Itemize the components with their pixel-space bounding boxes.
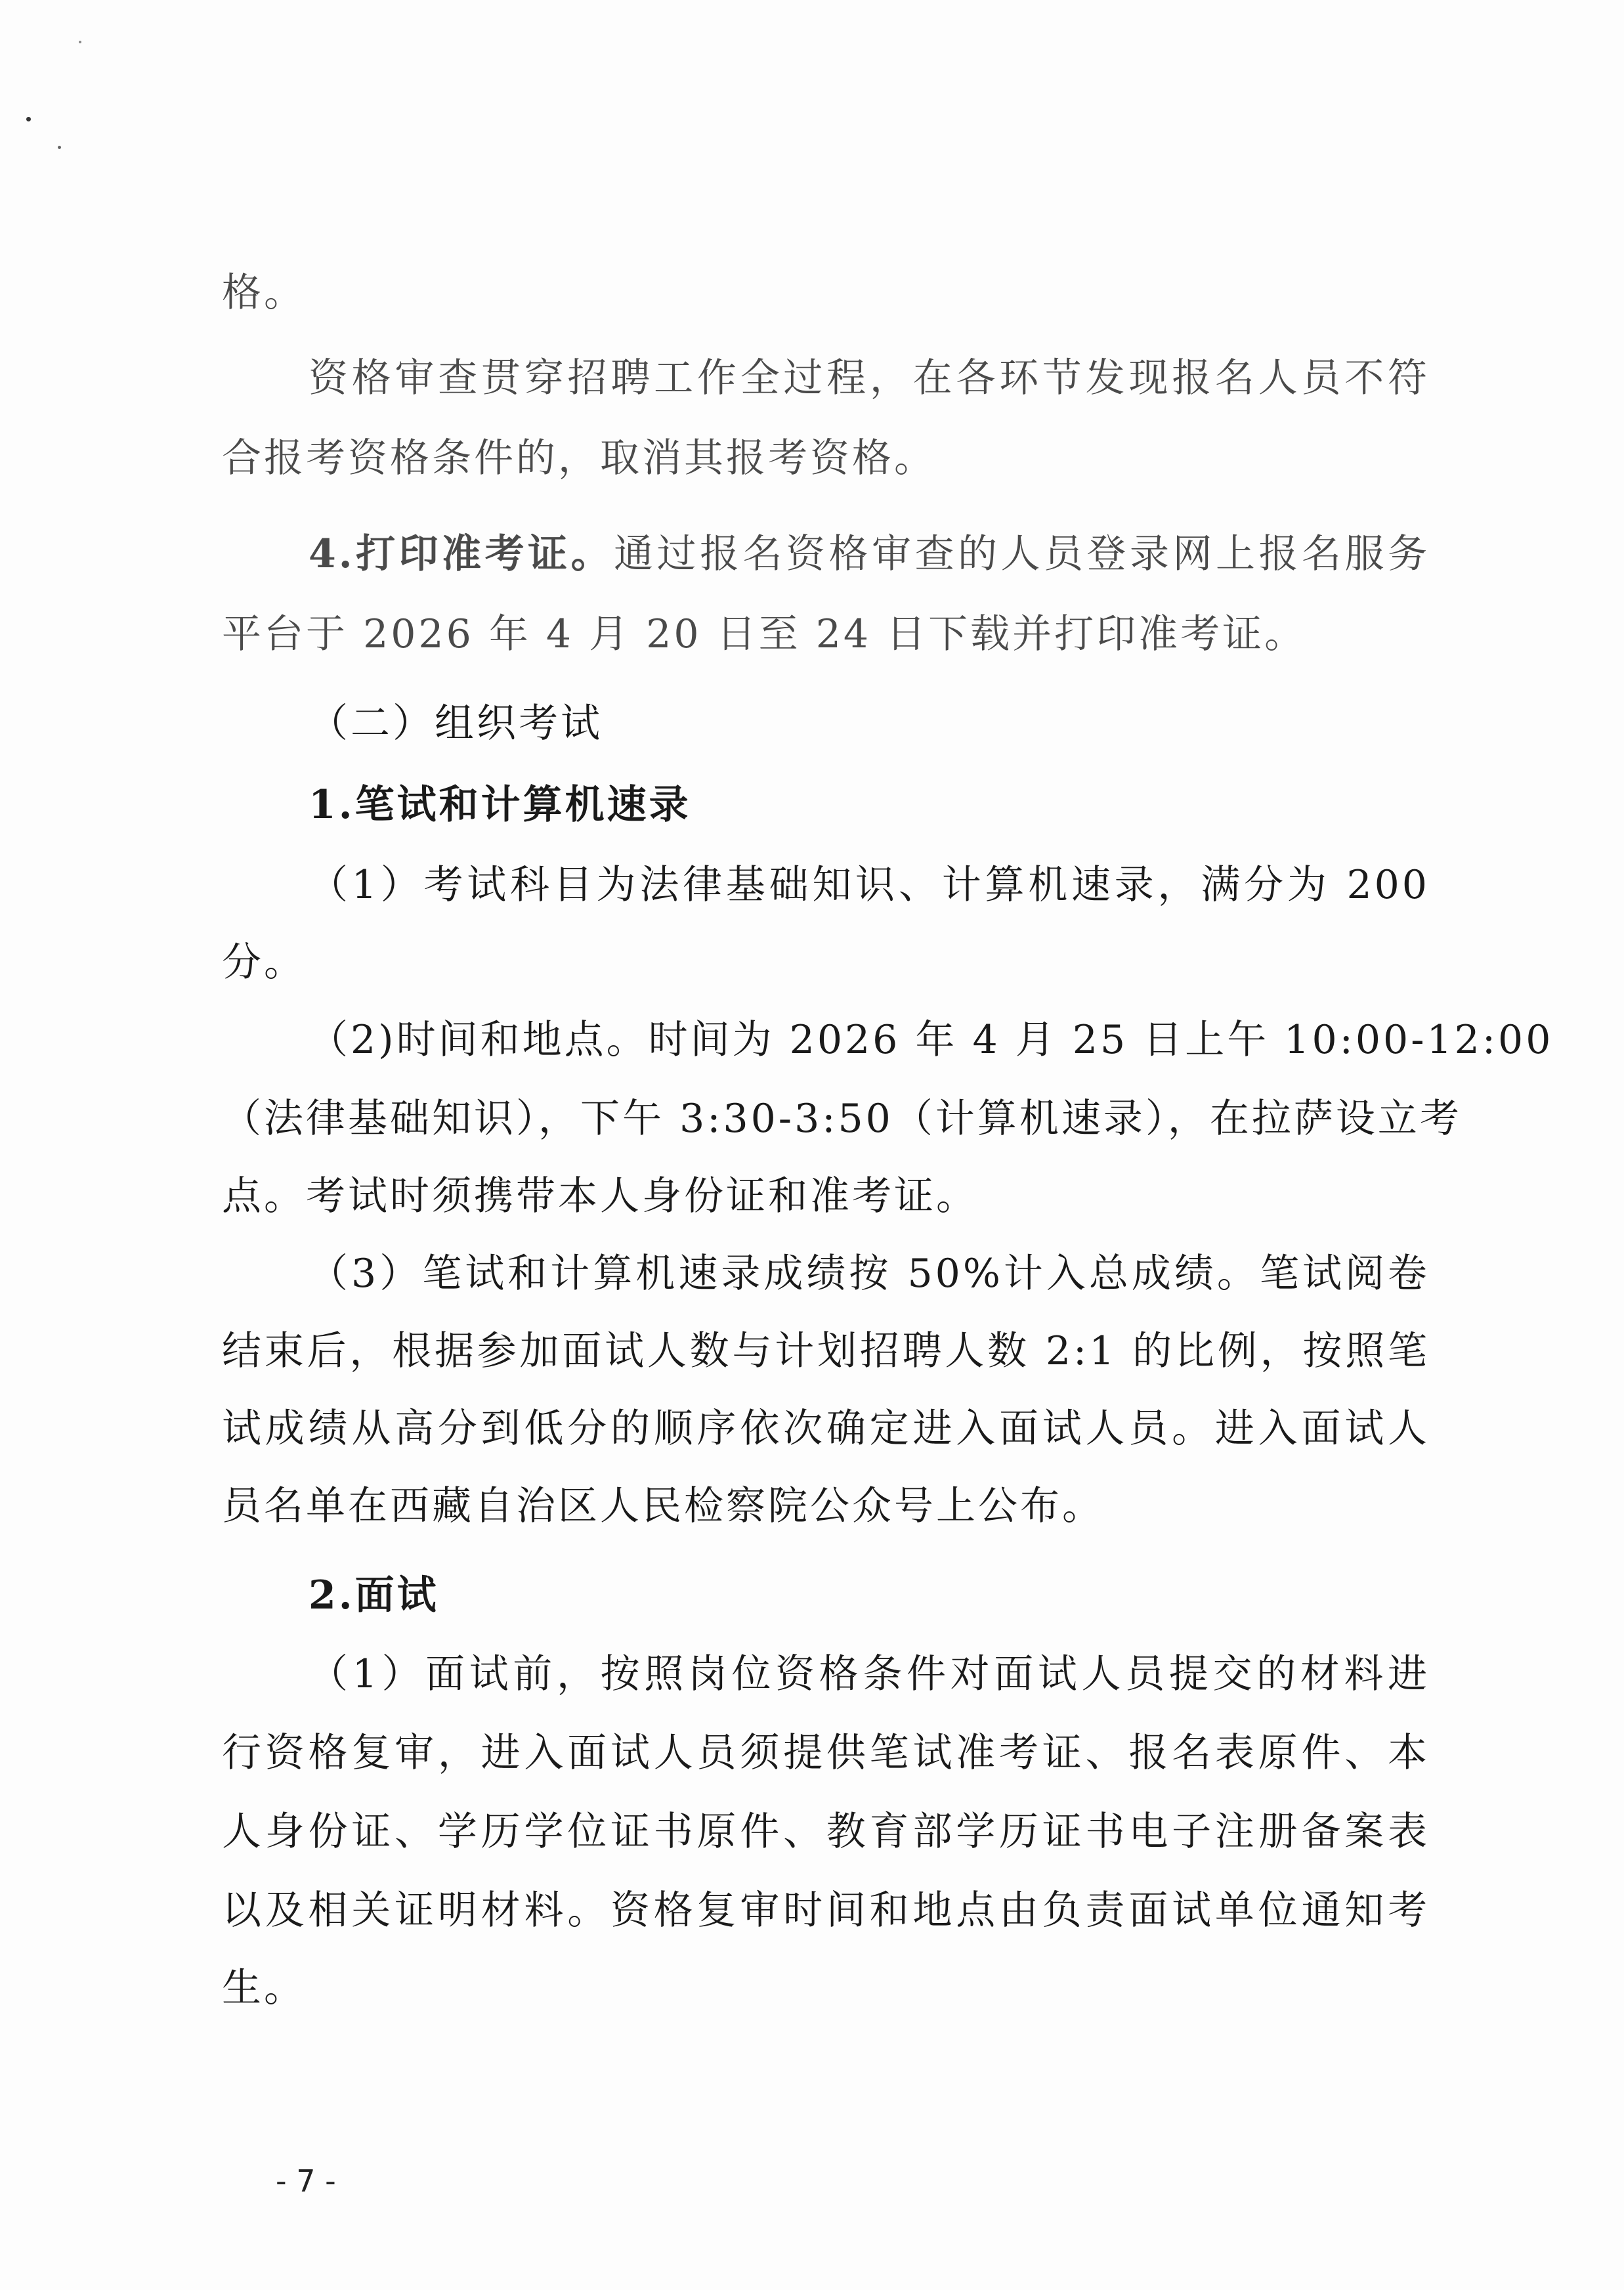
line-3: 合报考资格条件的，取消其报考资格。	[222, 435, 936, 481]
line-16: 员名单在西藏自治区人民检察院公众号上公布。	[222, 1483, 1104, 1529]
line-10: （2)时间和地点。时间为 2026 年 4 月 25 日上午 10:00-12:00	[309, 1017, 1554, 1063]
scan-speck	[79, 41, 81, 43]
line-4	[309, 529, 1430, 579]
line-18: （1）面试前，按照岗位资格条件对面试人员提交的材料进	[309, 1651, 1430, 1697]
item-heading-4: 4.打印准考证。	[309, 531, 614, 577]
line-19: 行资格复审，进入面试人员须提供笔试准考证、报名表原件、本	[222, 1730, 1430, 1776]
page-number: - 7 -	[276, 2163, 336, 2199]
scan-speck	[58, 146, 61, 149]
line-11: （法律基础知识），下午 3:30-3:50（计算机速录），在拉萨设立考	[222, 1096, 1462, 1142]
line-14: 结束后，根据参加面试人数与计划招聘人数 2:1 的比例，按照笔	[222, 1328, 1430, 1374]
section-heading-2: （二）组织考试	[309, 701, 603, 746]
line-13: （3）笔试和计算机速录成绩按 50%计入总成绩。笔试阅卷	[309, 1251, 1430, 1297]
subheading-interview: 2.面试	[309, 1572, 439, 1618]
line-15: 试成绩从高分到低分的顺序依次确定进入面试人员。进入面试人	[222, 1406, 1430, 1452]
line-21: 以及相关证明材料。资格复审时间和地点由负责面试单位通知考	[222, 1888, 1430, 1934]
subheading-written-exam: 1.笔试和计算机速录	[309, 782, 691, 828]
line-22: 生。	[222, 1965, 306, 2011]
line-20: 人身份证、学历学位证书原件、教育部学历证书电子注册备案表	[222, 1809, 1430, 1855]
line-8: （1）考试科目为法律基础知识、计算机速录，满分为 200	[309, 862, 1430, 908]
line-5: 平台于 2026 年 4 月 20 日至 24 日下载并打印准考证。	[222, 611, 1307, 657]
line-4-text: 通过报名资格审查的人员登录网上报名服务	[614, 531, 1430, 577]
line-2: 资格审查贯穿招聘工作全过程，在各环节发现报名人员不符	[309, 355, 1430, 401]
line-1: 格。	[222, 270, 306, 316]
scan-speck	[26, 117, 31, 121]
line-9: 分。	[222, 940, 306, 985]
line-12: 点。考试时须携带本人身份证和准考证。	[222, 1173, 978, 1219]
